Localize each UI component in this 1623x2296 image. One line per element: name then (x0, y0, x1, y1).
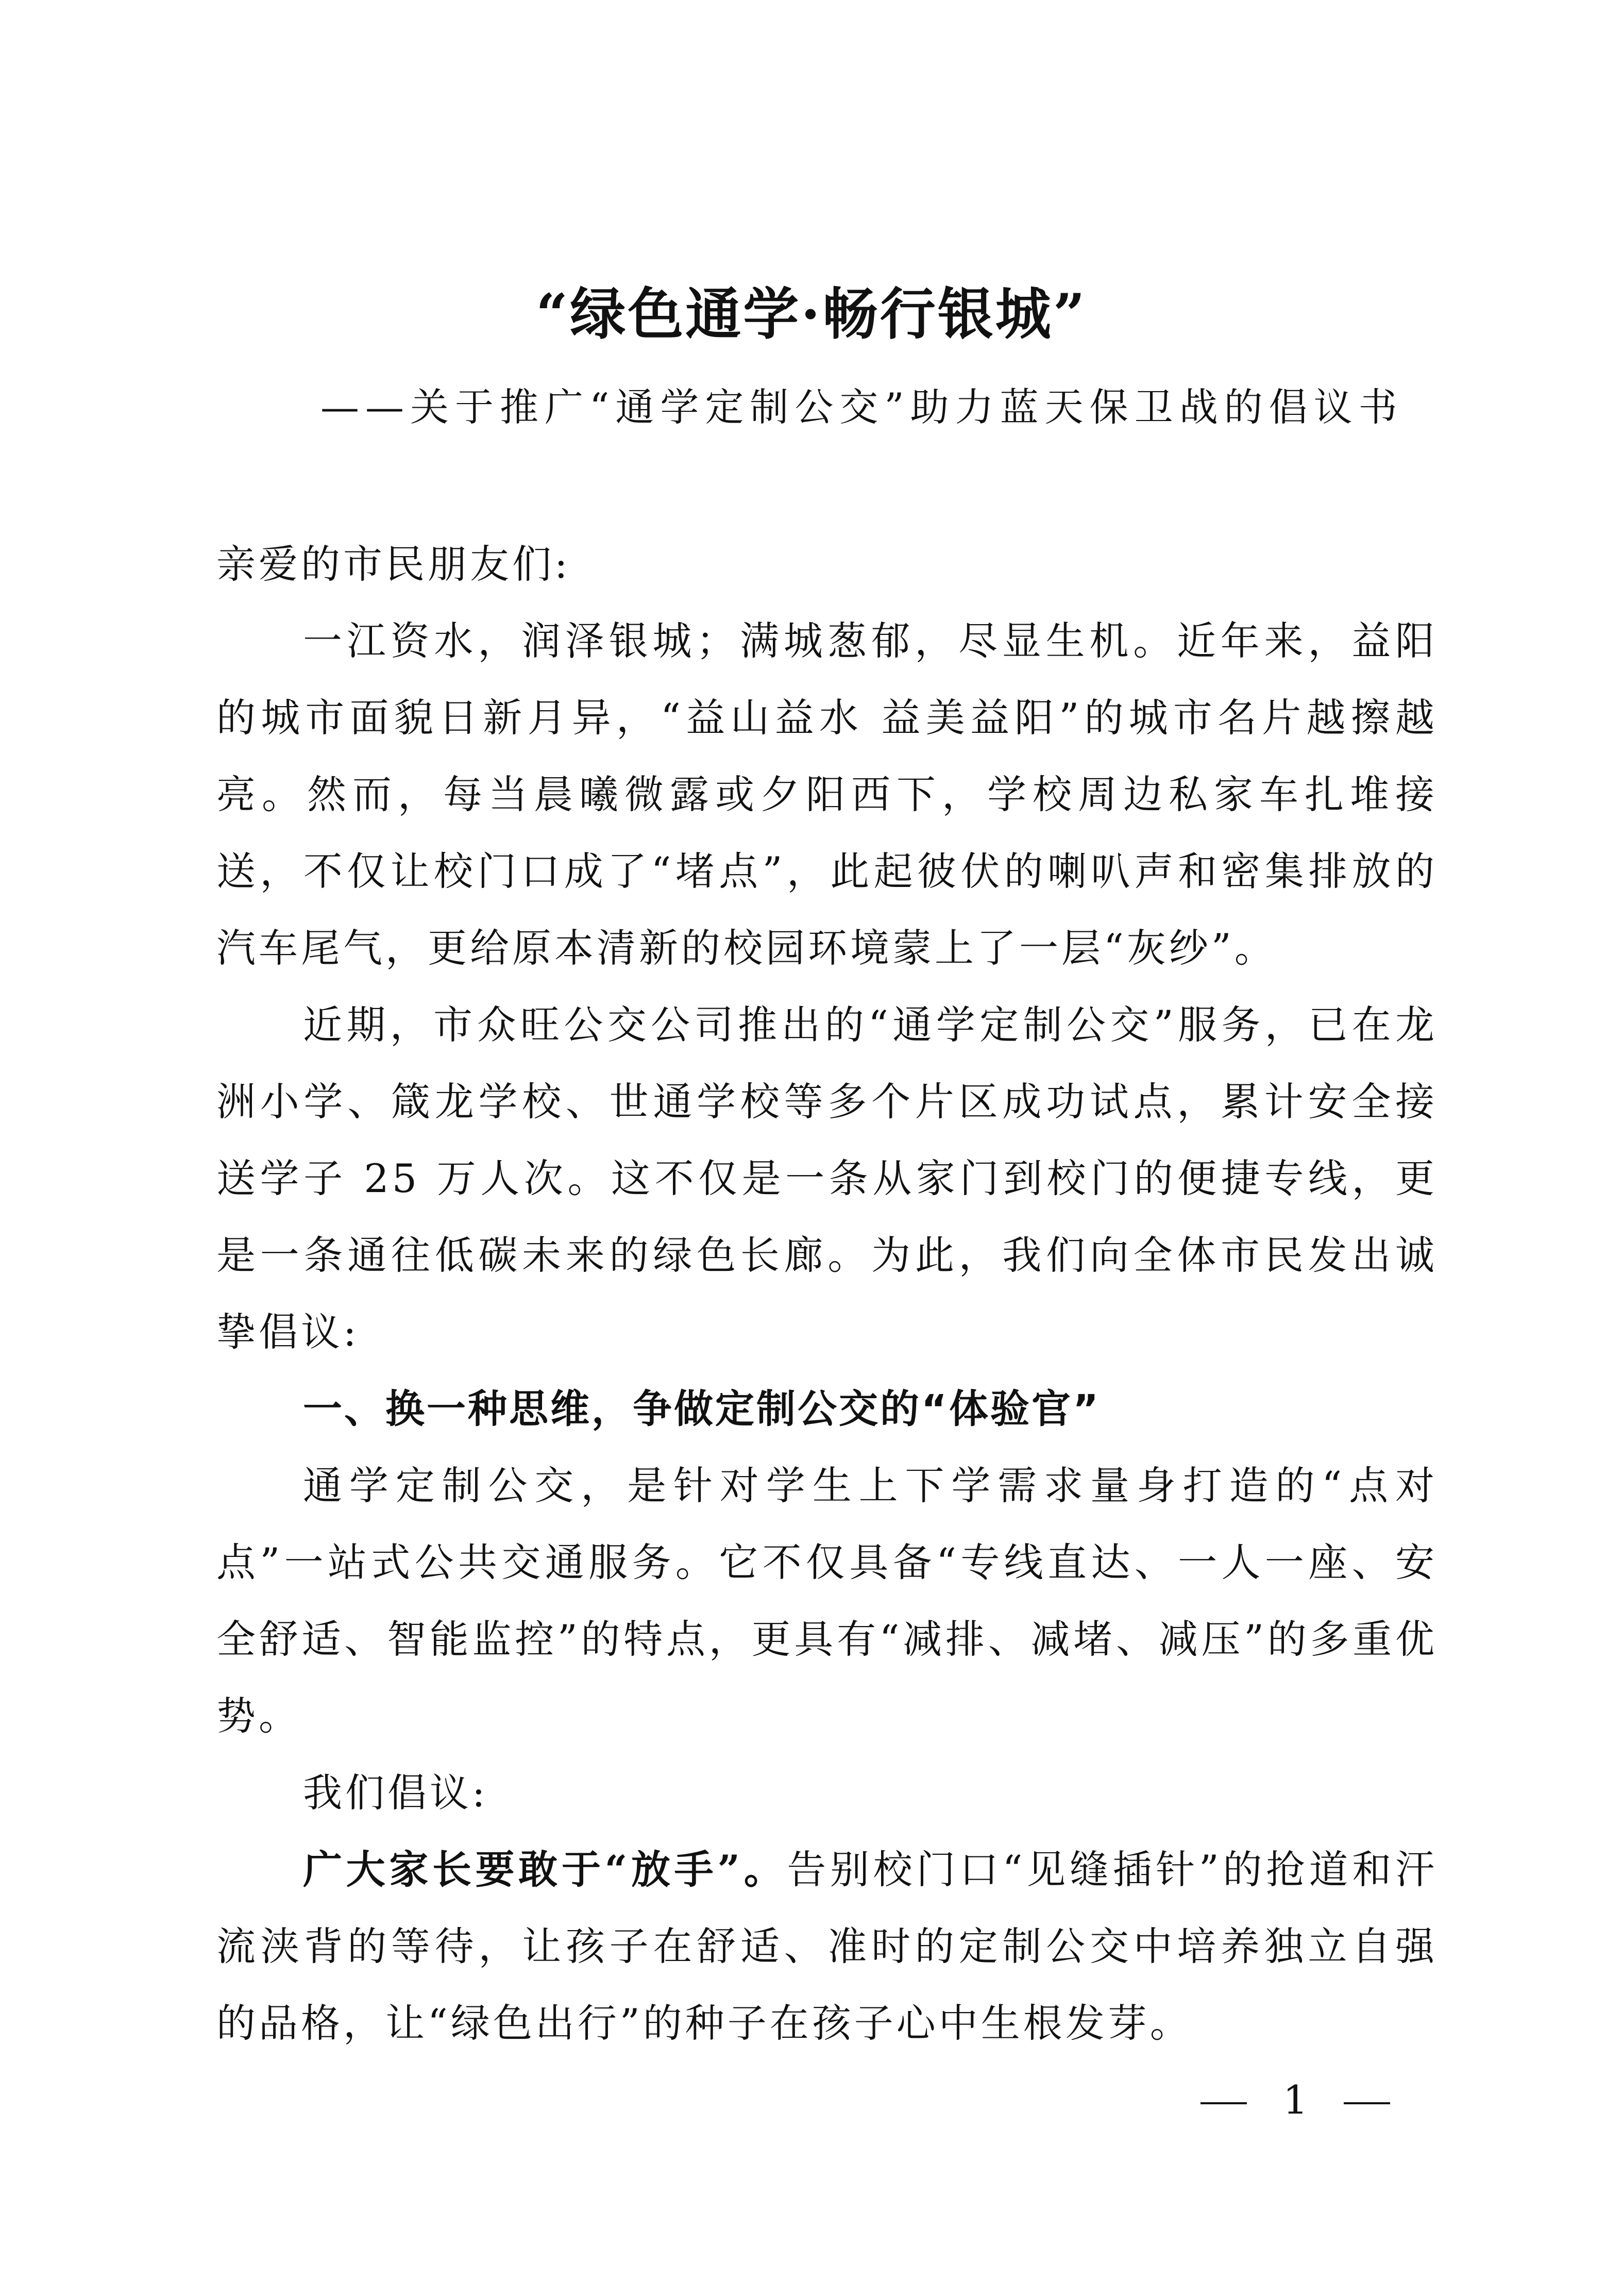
salutation: 亲爱的市民朋友们: (216, 541, 571, 587)
paragraph-intro: 一江资水，润泽银城；满城葱郁，尽显生机。近年来，益阳的城市面貌日新月异，“益山益水 益美益阳”的城市名片越擦越亮。然而，每当晨曦微露或夕阳西下，学校周边私家车扎堆接送，不仅让校门口成了“堵点”，此起彼伏的喇叭声和密集排放的汽车尾气，更给原本清新的校园环境蒙上了一层“灰纱”。 (216, 618, 1438, 971)
paragraph-parents-text: 告别校门口“见缝插针”的抢道和汗流浃背的等待，让孩子在舒适、准时的定制公交中培养独立自强的品格，让“绿色出行”的种子在孩子心中生根发芽。 (216, 1847, 1438, 2046)
document-body (216, 526, 1438, 2062)
paragraph-proposal-intro: 我们倡议: (303, 1770, 488, 1816)
paragraph-service: 近期，市众旺公交公司推出的“通学定制公交”服务，已在龙洲小学、箴龙学校、世通学校等多个片区成功试点，累计安全接送学子 25 万人次。这不仅是一条从家门到校门的便捷专线，更是一条通往低碳未来的绿色长廊。为此，我们向全体市民发出诚挚倡议: (216, 1002, 1438, 1355)
paragraph-parents-lead: 广大家长要敢于“放手”。 (303, 1847, 787, 1892)
paragraph-definition: 通学定制公交，是针对学生上下学需求量身打造的“点对点”一站式公共交通服务。它不仅具备“专线直达、一人一座、安全舒适、智能监控”的特点，更具有“减排、减堵、减压”的多重优势。 (216, 1463, 1438, 1739)
page-number-value: 1 (1283, 2077, 1308, 2123)
document-subtitle: ——关于推广“通学定制公交”助力蓝天保卫战的倡议书 (320, 384, 1404, 430)
paragraph-parents (216, 1831, 1438, 2062)
page-number (1201, 2074, 1390, 2126)
document-title: “绿色通学·畅行银城” (536, 282, 1087, 347)
section-heading-1: 一、换一种思维，争做定制公交的“体验官” (303, 1386, 1101, 1432)
page-number-left-dash (1201, 2102, 1247, 2104)
page-number-right-dash (1344, 2102, 1390, 2104)
